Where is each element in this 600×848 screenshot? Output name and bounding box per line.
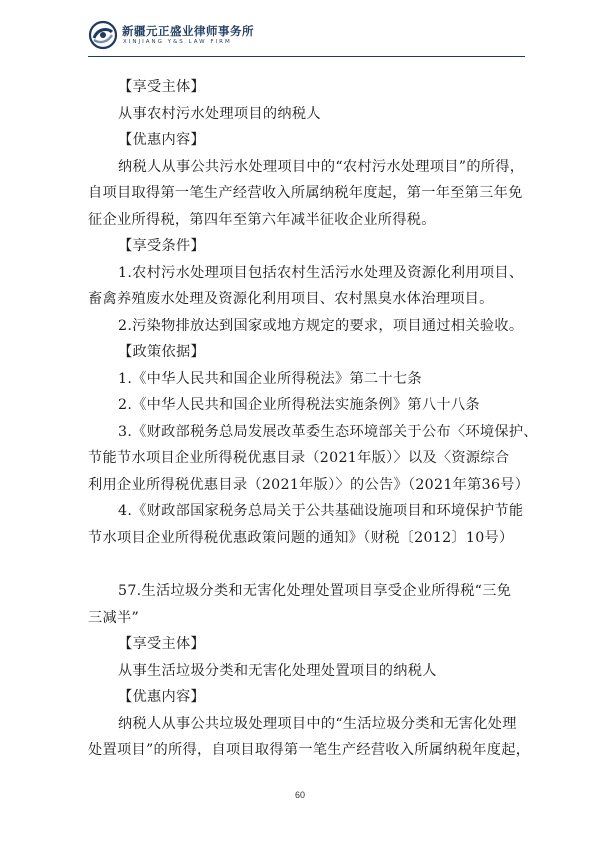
section-heading: 【享受主体】 (118, 79, 205, 95)
section-heading: 【享受主体】 (118, 636, 205, 652)
page-number: 60 (294, 790, 305, 800)
paragraph-line: 2.《中华人民共和国企业所得税法实施条例》第八十八条 (118, 397, 480, 413)
paragraph-line: 征企业所得税，第四年至第六年减半征收企业所得税。 (88, 211, 436, 228)
paragraph-line: 利用企业所得税优惠目录（2021年版）〉的公告》（2021年第36号） (88, 476, 530, 493)
paragraph-gap (88, 551, 518, 578)
header-divider (88, 56, 525, 57)
paragraph-line: 纳税人从事公共垃圾处理项目中的“生活垃圾分类和无害化处理 (118, 715, 517, 732)
paragraph-line: 3.《财政部税务总局发展改革委生态环境部关于公布〈环境保护、 (118, 423, 538, 440)
item-title: 57.生活垃圾分类和无害化处理处置项目享受企业所得税“三免 (118, 583, 512, 599)
item-title: 三减半” (88, 609, 140, 626)
paragraph-line: 纳税人从事公共污水处理项目中的“农村污水处理项目”的所得， (118, 158, 525, 175)
paragraph-line: 1.《中华人民共和国企业所得税法》第二十七条 (118, 370, 422, 387)
paragraph-line: 2.污染物排放达到国家或地方规定的要求，项目通过相关验收。 (118, 317, 524, 334)
page-header (88, 18, 528, 52)
paragraph-line: 畜禽养殖废水处理及资源化利用项目、农村黑臭水体治理项目。 (88, 291, 494, 307)
section-heading: 【优惠内容】 (118, 132, 205, 148)
firm-name-chinese: 新疆元正盛业律师事务所 (122, 24, 254, 38)
document-body (88, 74, 538, 764)
paragraph-line: 处置项目”的所得，自项目取得第一笔生产经营收入所属纳税年度起， (88, 742, 531, 758)
section-heading: 【优惠内容】 (118, 689, 205, 705)
firm-name-english: XINJIANG Y&S LAW FIRM (123, 39, 232, 45)
section-heading: 【政策依据】 (118, 344, 205, 360)
paragraph-line: 自项目取得第一笔生产经营收入所属纳税年度起，第一年至第三年免 (88, 185, 523, 201)
paragraph-line: 4.《财政部国家税务总局关于公共基础设施项目和环境保护节能 (118, 503, 524, 519)
paragraph-line: 从事生活垃圾分类和无害化处理处置项目的纳税人 (118, 662, 437, 679)
paragraph-line: 节水项目企业所得税优惠政策问题的通知》（财税〔2012〕10号） (88, 529, 514, 546)
paragraph-line: 1.农村污水处理项目包括农村生活污水处理及资源化利用项目、 (118, 264, 524, 281)
section-heading: 【享受条件】 (118, 238, 205, 254)
paragraph-line: 从事农村污水处理项目的纳税人 (118, 105, 321, 122)
firm-logo-icon (88, 20, 118, 50)
paragraph-line: 节能节水项目企业所得税优惠目录（2021年版）〉以及〈资源综合 (88, 450, 510, 466)
